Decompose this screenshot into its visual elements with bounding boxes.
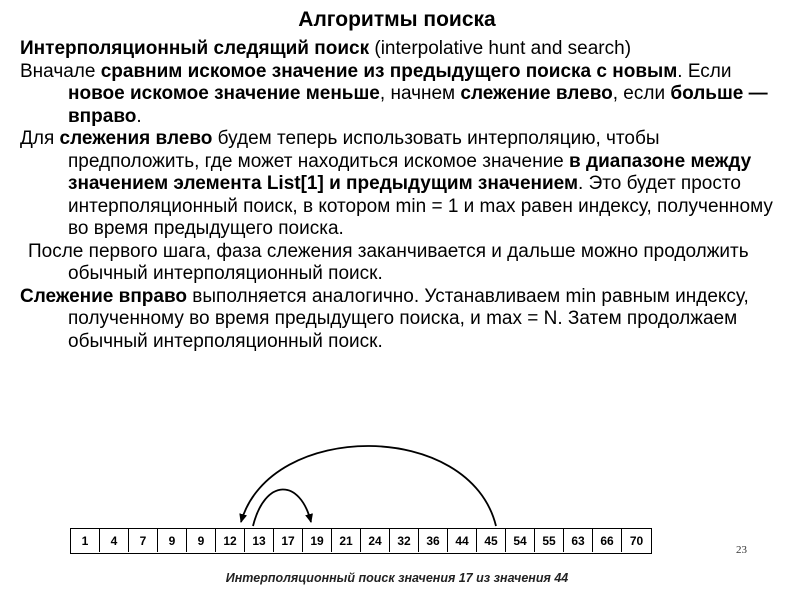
text: будем теперь использовать интерполяцию, чтобы предположить, где может находиться искомое значение [68, 128, 660, 172]
page-number: 23 [736, 544, 747, 556]
array-cell: 45 [477, 529, 506, 552]
paragraph-2 [20, 61, 786, 129]
text: выполняется аналогично. Устанавливаем min равным индексу, полученному во время предыдущего поиска, и max = N. Затем продолжаем обычный интерполяционный поиск. [68, 285, 749, 352]
array-cell: 19 [303, 529, 332, 552]
emphasis: слежение влево [460, 83, 613, 104]
array-cell: 54 [506, 529, 535, 552]
array-cell: 70 [629, 533, 644, 548]
slide-body [20, 38, 786, 353]
array-cell: 21 [332, 529, 361, 552]
emphasis: в диапазоне между значением элемента List[1] и предыдущим значением [68, 150, 752, 194]
text: . [136, 105, 142, 127]
paragraph-3 [20, 128, 786, 241]
arc-12-to-17 [253, 489, 311, 526]
array-cell: 44 [448, 529, 477, 552]
text: Для [20, 128, 60, 149]
array-cell: 66 [593, 529, 622, 552]
slide-title: Алгоритмы поиска [298, 8, 496, 31]
emphasis: больше — вправо [68, 83, 768, 127]
text: (interpolative hunt and search) [369, 38, 632, 59]
array-list [70, 528, 652, 554]
figure-caption: Интерполяционный поиск значения 17 из значения 44 [225, 571, 569, 585]
text: , начнем [379, 83, 461, 104]
array-cell: 36 [419, 529, 448, 552]
array-cell: 13 [245, 529, 274, 552]
array-cell: 9 [187, 529, 216, 552]
array-cell: 55 [535, 529, 564, 552]
paragraph-4 [20, 241, 786, 286]
array-cell: 24 [361, 529, 390, 552]
emphasis: сравним искомое значение из предыдущего поиска с новым [100, 60, 678, 82]
emphasis: новое искомое значение меньше [68, 83, 380, 104]
text: . Это будет просто интерполяционный поиск, в котором min = 1 и max равен индексу, полученному во время предыдущего поиска. [68, 173, 773, 239]
text: . Если [677, 60, 732, 82]
paragraph-5 [20, 286, 786, 354]
array-cell: 17 [274, 529, 303, 552]
array-cell: 9 [158, 529, 187, 552]
array-cell: 4 [100, 529, 129, 552]
array-cell: 1 [71, 529, 100, 552]
text: После первого шага, фаза слежения заканчивается и дальше можно продолжить обычный интерполяционный поиск. [28, 240, 749, 284]
text: , если [612, 83, 671, 104]
emphasis: слежения влево [59, 128, 213, 149]
arc-44-to-12 [241, 446, 496, 526]
emphasis: Слежение вправо [20, 285, 188, 307]
term-hunt-search: Интерполяционный следящий поиск [20, 38, 370, 59]
paragraph-1 [20, 38, 786, 61]
array-cell: 12 [216, 529, 245, 552]
array-cell: 7 [129, 529, 158, 552]
array-cell: 63 [564, 529, 593, 552]
text: Вначале [20, 60, 101, 82]
array-cell: 32 [390, 529, 419, 552]
